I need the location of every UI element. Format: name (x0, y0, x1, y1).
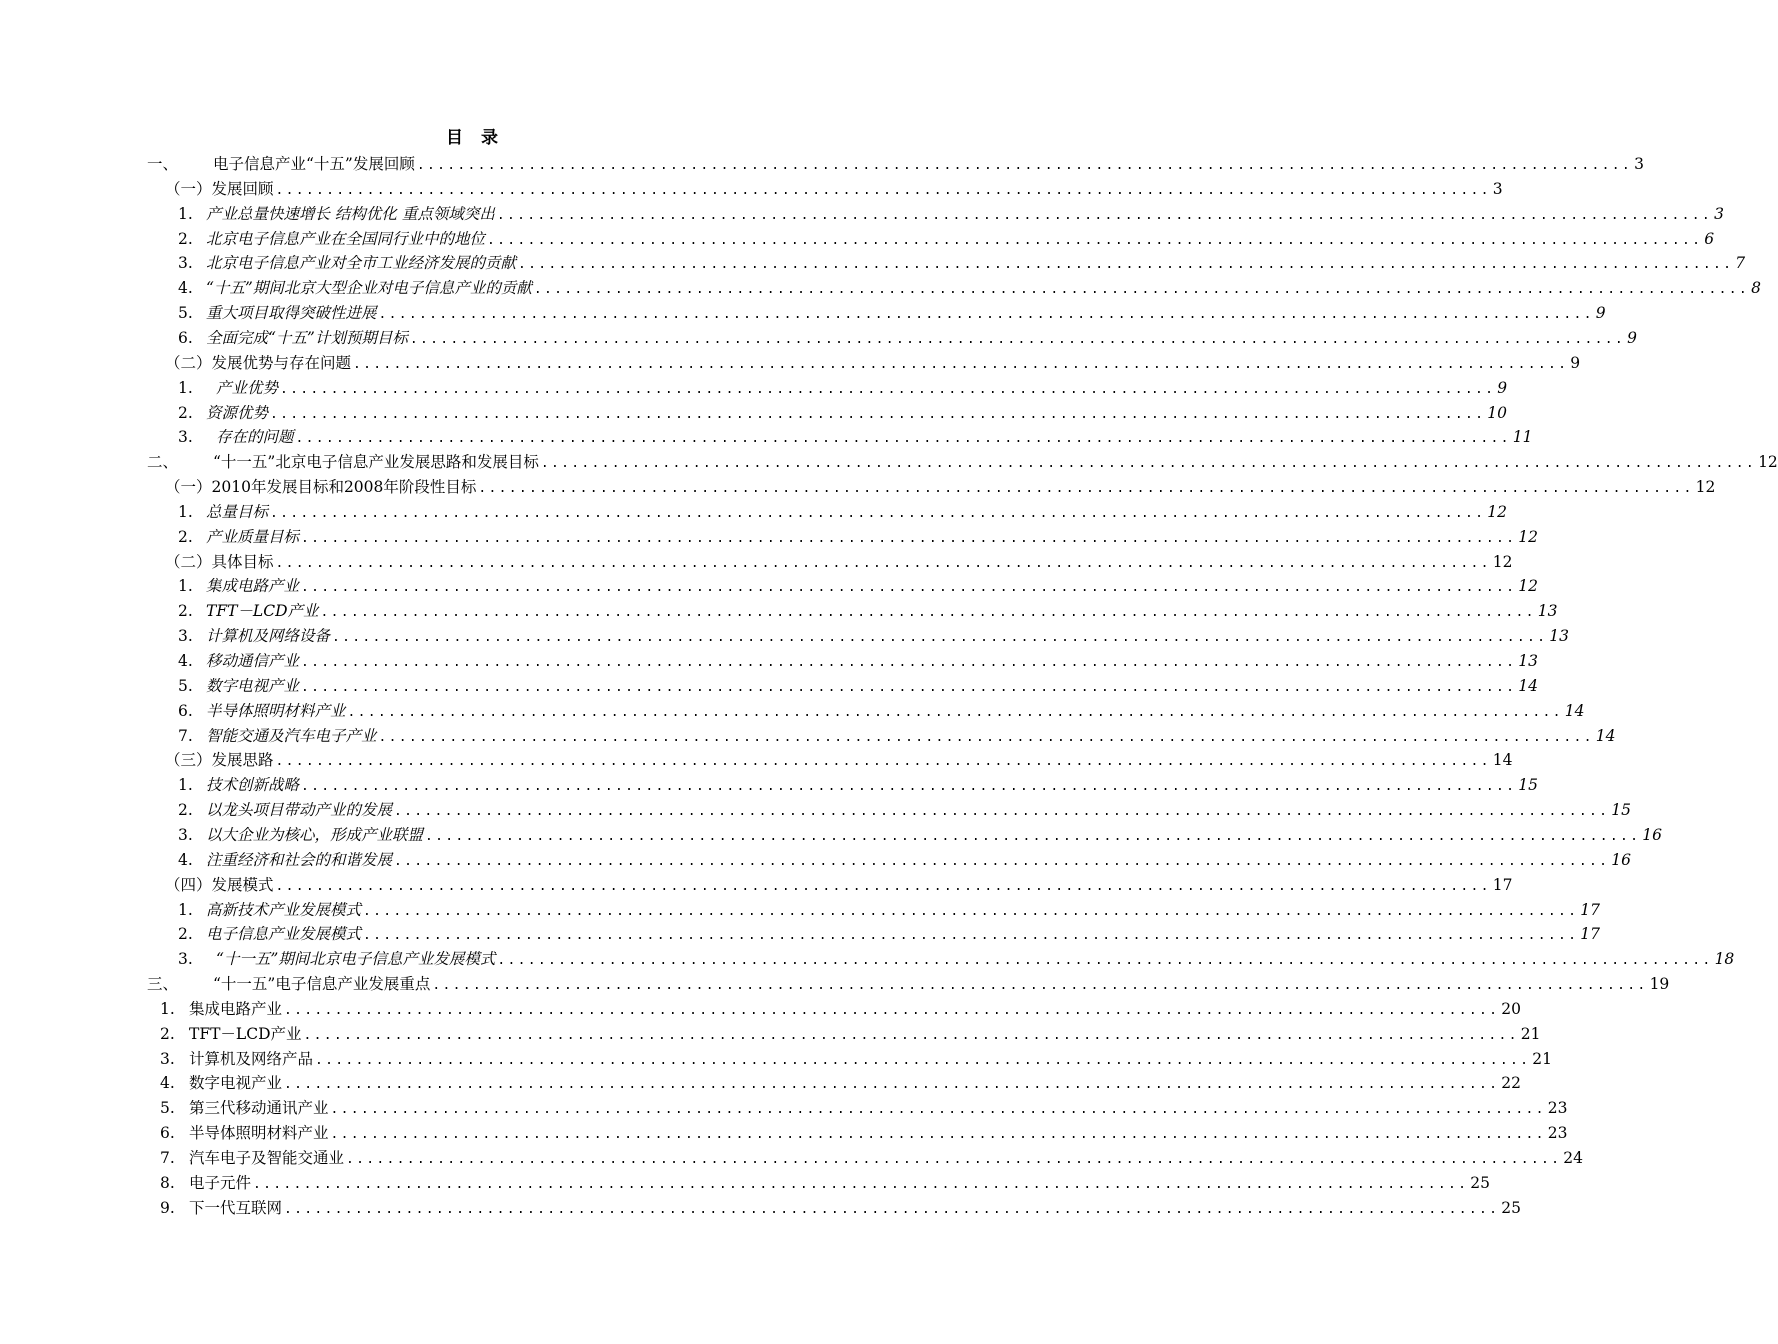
toc-entry-number: 6. (160, 1124, 175, 1143)
toc-entry[interactable] (147, 152, 1644, 176)
toc-page-number: 3 (1634, 155, 1644, 173)
toc-leader-dots: ........................................................................................................................ (409, 331, 1626, 347)
toc-entry[interactable] (160, 997, 1521, 1021)
toc-page-number: 3 (1492, 179, 1503, 198)
toc-entry-title: 总量目标 (206, 502, 269, 521)
toc-entry[interactable] (160, 1047, 1552, 1071)
toc-entry-number: 3. (178, 428, 193, 447)
toc-leader-dots: ........................................................................................................................ (275, 555, 1491, 571)
toc-leader-dots: ........................................................................................................................ (394, 804, 1610, 820)
toc-entry-title: 集成电路产业 (206, 577, 300, 596)
toc-page-number: 13 (1518, 652, 1538, 670)
toc-leader-dots: ........................................................................................................................ (347, 704, 1563, 720)
toc-entry[interactable] (178, 848, 1631, 872)
toc-entry[interactable] (178, 823, 1662, 847)
toc-entry[interactable] (160, 1196, 1521, 1220)
toc-entry-title: 产业质量目标 (206, 527, 300, 546)
toc-leader-dots: ........................................................................................................................ (284, 1201, 1500, 1217)
toc-entry-number: 2. (178, 801, 193, 820)
toc-entry-title: 电子信息产业“十五”发展回顾 (213, 155, 415, 173)
toc-entry-number: 6. (178, 328, 193, 347)
toc-page-number: 12 (1695, 478, 1716, 497)
toc-entry[interactable] (178, 376, 1508, 400)
toc-page-number: 24 (1563, 1149, 1583, 1167)
toc-entry-number: 三、 (147, 975, 179, 994)
toc-entry-number: 4. (178, 279, 193, 298)
toc-entry[interactable] (178, 674, 1538, 698)
toc-entry-title: 半导体照明材料产业 (189, 1124, 329, 1143)
toc-entry-title: TFT－LCD产业 (189, 1024, 302, 1043)
toc-entry-title: 电子元件 (189, 1173, 252, 1192)
toc-entry-title: 数字电视产业 (189, 1074, 283, 1093)
toc-leader-dots: ........................................................................................................................ (497, 953, 1713, 969)
toc-page-number: 8 (1751, 279, 1761, 298)
toc-entry[interactable] (178, 898, 1600, 922)
toc-page-number: 12 (1487, 502, 1507, 521)
toc-entry-title: 下一代互联网 (189, 1198, 283, 1217)
toc-entry-title: （四）发展模式 (165, 875, 274, 894)
toc-entry-number: 3. (178, 950, 193, 969)
toc-entry[interactable] (178, 624, 1569, 648)
toc-page-number: 15 (1611, 801, 1631, 820)
toc-entry[interactable] (147, 972, 1670, 996)
toc-page-number: 14 (1595, 726, 1616, 745)
toc-leader-dots: ........................................................................................................................ (253, 1176, 1469, 1192)
toc-entry-title: （二）具体目标 (165, 552, 274, 571)
toc-entry-number: 5. (178, 304, 193, 323)
toc-entry[interactable] (160, 1022, 1541, 1046)
toc-page-number: 23 (1547, 1124, 1568, 1143)
toc-leader-dots: ........................................................................................................................ (378, 729, 1594, 745)
toc-leader-dots: ........................................................................................................................ (496, 207, 1713, 223)
toc-entry-title: 智能交通及汽车电子产业 (206, 726, 377, 745)
toc-leader-dots: ........................................................................................................................ (280, 381, 1496, 397)
toc-entry-number: 二、 (147, 453, 179, 472)
toc-leader-dots: ........................................................................................................................ (284, 1002, 1500, 1018)
toc-entry[interactable] (178, 773, 1538, 797)
toc-entry[interactable] (178, 276, 1761, 300)
toc-entry-number: 1. (178, 502, 193, 521)
toc-entry-title: 注重经济和社会的和谐发展 (206, 850, 393, 869)
toc-entry-title: 移动通信产业 (206, 652, 300, 670)
toc-entry[interactable] (160, 1146, 1583, 1170)
toc-entry-title: “十一五”北京电子信息产业发展思路和发展目标 (213, 453, 539, 472)
toc-entry-number: 9. (160, 1198, 175, 1217)
toc-entry[interactable] (160, 1121, 1568, 1145)
toc-entry-title: 产业优势 (216, 378, 279, 397)
toc-entry-title: 高新技术产业发展模式 (206, 900, 362, 919)
toc-entry[interactable] (165, 177, 1503, 201)
toc-entry[interactable] (178, 326, 1637, 350)
toc-leader-dots: ........................................................................................................................ (363, 928, 1579, 944)
toc-entry[interactable] (165, 475, 1716, 499)
toc-entry-title: （一）2010年发展目标和2008年阶段性目标 (165, 478, 477, 497)
toc-leader-dots: ........................................................................................................................ (363, 903, 1579, 919)
toc-entry-title: “十五”期间北京大型企业对电子信息产业的贡献 (206, 279, 532, 298)
toc-entry-number: 1. (178, 900, 193, 919)
toc-leader-dots: ........................................................................................................................ (378, 307, 1594, 323)
toc-entry-number: 6. (178, 701, 193, 720)
toc-entry[interactable] (165, 873, 1513, 897)
toc-entry-number: 1. (178, 204, 193, 223)
toc-entry[interactable] (178, 724, 1616, 748)
toc-entry[interactable] (160, 1171, 1490, 1195)
toc-entry[interactable] (178, 251, 1746, 275)
toc-leader-dots: ........................................................................................................................ (332, 630, 1548, 646)
toc-entry-title: 半导体照明材料产业 (206, 701, 346, 720)
toc-leader-dots: ........................................................................................................................ (295, 431, 1511, 447)
toc-entry-title: TFT－LCD产业 (206, 602, 319, 621)
toc-entry[interactable] (165, 748, 1513, 772)
toc-entry-number: 7. (160, 1149, 175, 1167)
toc-page-number: 25 (1501, 1198, 1521, 1217)
toc-entry-number: 2. (160, 1024, 175, 1043)
toc-entry-title: 全面完成“十五”计划预期目标 (206, 328, 408, 347)
toc-entry[interactable] (165, 351, 1581, 375)
toc-entry[interactable] (178, 227, 1715, 251)
toc-entry-title: 以大企业为核心，形成产业联盟 (206, 825, 424, 844)
toc-page-number: 9 (1627, 328, 1637, 347)
toc-leader-dots: ........................................................................................................................ (301, 530, 1517, 546)
toc-entry[interactable] (178, 947, 1735, 971)
toc-page-number: 9 (1570, 353, 1581, 372)
toc-page-number: 14 (1518, 676, 1538, 695)
toc-page-number: 15 (1518, 776, 1538, 795)
toc-entry[interactable] (160, 1071, 1521, 1095)
toc-entry-number: 8. (160, 1173, 175, 1192)
toc-entry[interactable] (160, 1096, 1568, 1120)
toc-page-number: 21 (1532, 1049, 1552, 1068)
toc-entry-title: 技术创新战略 (206, 776, 300, 795)
toc-entry-number: 3. (160, 1049, 175, 1068)
toc-page-number: 12 (1518, 527, 1538, 546)
toc-leader-dots: ........................................................................................................................ (275, 878, 1491, 894)
toc-entry-title: 产业总量快速增长 结构优化 重点领域突出 (206, 204, 495, 223)
toc-leader-dots: ........................................................................................................................ (394, 853, 1610, 869)
toc-page-number: 13 (1537, 602, 1558, 621)
toc-page-number: 9 (1497, 378, 1508, 397)
toc-leader-dots: ........................................................................................................................ (320, 605, 1536, 621)
toc-leader-dots: ........................................................................................................................ (275, 182, 1491, 198)
toc-page-number: 11 (1512, 428, 1533, 447)
toc-page-number: 21 (1520, 1024, 1541, 1043)
toc-page-number: 12 (1518, 577, 1538, 596)
toc-leader-dots: ........................................................................................................................ (301, 679, 1517, 695)
toc-page-number: 14 (1492, 751, 1513, 770)
toc-leader-dots: ........................................................................................................................ (478, 481, 1694, 497)
toc-page-number: 3 (1714, 204, 1724, 223)
toc-entry[interactable] (165, 550, 1513, 574)
toc-page-number: 22 (1501, 1074, 1521, 1093)
toc-page-number: 23 (1547, 1099, 1568, 1118)
toc-leader-dots: ........................................................................................................................ (270, 505, 1486, 521)
toc-entry-title: （三）发展思路 (165, 751, 274, 770)
toc-entry-title: 存在的问题 (216, 428, 294, 447)
toc-entry-number: 3. (178, 825, 193, 844)
toc-entry[interactable] (147, 450, 1778, 474)
toc-entry-number: 5. (178, 676, 193, 695)
toc-entry-title: （一）发展回顾 (165, 179, 274, 198)
toc-entry[interactable] (178, 599, 1558, 623)
toc-entry-title: 集成电路产业 (189, 999, 283, 1018)
toc-page-number: 12 (1758, 453, 1778, 472)
toc-leader-dots: ........................................................................................................................ (540, 456, 1757, 472)
toc-page-number: 17 (1580, 900, 1600, 919)
toc-page-number: 14 (1564, 701, 1585, 720)
toc-entry-number: 1. (178, 577, 193, 596)
toc-entry-title: “十一五”期间北京电子信息产业发展模式 (216, 950, 496, 969)
toc-entry[interactable] (178, 525, 1538, 549)
toc-leader-dots: ........................................................................................................................ (315, 1052, 1531, 1068)
toc-leader-dots: ........................................................................................................................ (284, 1077, 1500, 1093)
toc-entry-number: 4. (178, 850, 193, 869)
toc-entry[interactable] (178, 401, 1507, 425)
toc-entry-title: 重大项目取得突破性进展 (206, 304, 377, 323)
toc-entry-number: 5. (160, 1099, 175, 1118)
toc-entry[interactable] (178, 649, 1538, 673)
toc-entry-number: 2. (178, 403, 193, 422)
toc-entry-number: 4. (178, 652, 193, 670)
toc-entry-title: 计算机及网络产品 (189, 1049, 314, 1068)
toc-page-number: 7 (1735, 254, 1746, 273)
toc-entry[interactable] (178, 699, 1585, 723)
toc-entry-number: 1. (178, 378, 193, 397)
toc-leader-dots: ........................................................................................................................ (416, 158, 1633, 173)
toc-entry-title: 汽车电子及智能交通业 (189, 1149, 345, 1167)
toc-leader-dots: ........................................................................................................................ (330, 1102, 1546, 1118)
toc-entry[interactable] (178, 500, 1507, 524)
toc-leader-dots: ........................................................................................................................ (346, 1152, 1562, 1167)
toc-entry[interactable] (178, 798, 1631, 822)
toc-entry-number: 1. (178, 776, 193, 795)
toc-entry[interactable] (178, 202, 1724, 226)
toc-entry[interactable] (178, 425, 1533, 449)
toc-entry-title: 以龙头项目带动产业的发展 (206, 801, 393, 820)
toc-entry-title: 第三代移动通讯产业 (189, 1099, 329, 1118)
toc-page-number: 9 (1595, 304, 1606, 323)
toc-leader-dots: ........................................................................................................................ (330, 1127, 1546, 1143)
toc-entry-number: 2. (178, 602, 193, 621)
toc-page-number: 16 (1611, 850, 1631, 869)
toc-entry[interactable] (178, 301, 1606, 325)
toc-page-number: 17 (1492, 875, 1513, 894)
toc-leader-dots: ........................................................................................................................ (425, 828, 1641, 844)
toc-entry-number: 2. (178, 527, 193, 546)
toc-page-number: 10 (1487, 403, 1507, 422)
toc-leader-dots: ........................................................................................................................ (518, 257, 1734, 273)
toc-page-number: 19 (1649, 975, 1670, 994)
toc-entry-number: 一、 (147, 155, 179, 173)
toc-page-number: 25 (1470, 1173, 1490, 1192)
toc-entry-title: “十一五”电子信息产业发展重点 (213, 975, 431, 994)
toc-leader-dots: ........................................................................................................................ (301, 779, 1517, 795)
toc-page-number: 13 (1549, 627, 1569, 646)
toc-page-number: 12 (1492, 552, 1513, 571)
toc-entry-number: 2. (178, 925, 193, 944)
toc-entry-title: （二）发展优势与存在问题 (165, 353, 352, 372)
toc-page-number: 20 (1501, 999, 1521, 1018)
toc-entry-title: 北京电子信息产业在全国同行业中的地位 (206, 229, 486, 248)
toc-entry[interactable] (178, 574, 1538, 598)
toc-leader-dots: ........................................................................................................................ (301, 655, 1517, 670)
toc-entry-title: 数字电视产业 (206, 676, 300, 695)
toc-entry-number: 7. (178, 726, 193, 745)
toc-leader-dots: ........................................................................................................................ (301, 580, 1517, 596)
toc-entry-number: 4. (160, 1074, 175, 1093)
toc-entry-number: 3. (178, 254, 193, 273)
toc-leader-dots: ........................................................................................................................ (533, 282, 1750, 298)
toc-leader-dots: ........................................................................................................................ (270, 406, 1486, 422)
toc-entry-number: 1. (160, 999, 175, 1018)
toc-entry-title: 资源优势 (206, 403, 269, 422)
toc-entry-title: 北京电子信息产业对全市工业经济发展的贡献 (206, 254, 517, 273)
toc-leader-dots: ........................................................................................................................ (487, 232, 1703, 248)
toc-page-number: 16 (1642, 825, 1662, 844)
toc-entry-number: 3. (178, 627, 193, 646)
toc-page-number: 18 (1714, 950, 1735, 969)
toc-page-number: 17 (1580, 925, 1600, 944)
toc-leader-dots: ........................................................................................................................ (432, 978, 1648, 994)
toc-leader-dots: ........................................................................................................................ (353, 356, 1569, 372)
toc-entry-title: 电子信息产业发展模式 (206, 925, 362, 944)
toc-entry-number: 2. (178, 229, 193, 248)
toc-page-number: 6 (1704, 229, 1715, 248)
toc-leader-dots: ........................................................................................................................ (303, 1027, 1519, 1043)
toc-leader-dots: ........................................................................................................................ (275, 754, 1491, 770)
toc-entry[interactable] (178, 922, 1600, 946)
toc-title: 目 录 (446, 128, 504, 148)
toc-entry-title: 计算机及网络设备 (206, 627, 331, 646)
